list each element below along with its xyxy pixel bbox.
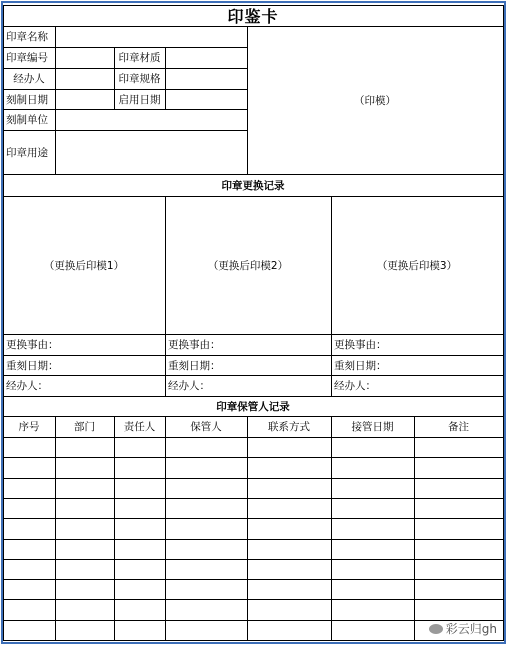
- engrave-unit-value[interactable]: [55, 109, 248, 131]
- keeper-table-cell[interactable]: [331, 437, 415, 458]
- change-handler-field[interactable]: 经办人：: [3, 375, 166, 397]
- keeper-table-cell[interactable]: [165, 437, 248, 458]
- keeper-table-cell[interactable]: [55, 437, 115, 458]
- keeper-table-cell[interactable]: [165, 498, 248, 519]
- keeper-table-cell[interactable]: [247, 539, 332, 560]
- engrave-unit-label: 刻制单位: [3, 109, 56, 131]
- changed-impression-box: （更换后印模1）: [3, 196, 166, 335]
- keeper-table-cell[interactable]: [3, 478, 56, 499]
- keeper-table-header: 联系方式: [247, 416, 332, 438]
- keeper-table-cell[interactable]: [165, 539, 248, 560]
- keeper-table-cell[interactable]: [55, 559, 115, 580]
- enable-date-label: 启用日期: [114, 89, 166, 110]
- keeper-table-header: 责任人: [114, 416, 166, 438]
- seal-no-label: 印章编号: [3, 47, 56, 69]
- keeper-table-cell[interactable]: [55, 539, 115, 560]
- keeper-table-cell[interactable]: [414, 599, 504, 621]
- watermark-text: 彩云归gh: [445, 622, 497, 636]
- seal-spec-value[interactable]: [165, 68, 248, 90]
- keeper-table-cell[interactable]: [414, 579, 504, 600]
- watermark: [429, 620, 497, 637]
- keeper-table-cell[interactable]: [331, 539, 415, 560]
- enable-date-value[interactable]: [165, 89, 248, 110]
- keeper-table-cell[interactable]: [114, 498, 166, 519]
- keeper-table-cell[interactable]: [414, 539, 504, 560]
- keeper-table-cell[interactable]: [165, 559, 248, 580]
- keeper-table-cell[interactable]: [414, 498, 504, 519]
- keeper-table-cell[interactable]: [247, 478, 332, 499]
- keeper-table-cell[interactable]: [114, 620, 166, 641]
- keeper-section-title: 印章保管人记录: [3, 396, 504, 417]
- reengrave-date-field[interactable]: 重刻日期：: [3, 355, 166, 376]
- engrave-date-label: 刻制日期: [3, 89, 56, 110]
- change-reason-field[interactable]: 更换事由：: [165, 334, 332, 356]
- seal-name-value[interactable]: [55, 26, 248, 48]
- change-section-title: 印章更换记录: [3, 174, 504, 197]
- card-title: 印鉴卡: [3, 5, 504, 27]
- keeper-table-cell[interactable]: [114, 478, 166, 499]
- keeper-table-cell[interactable]: [165, 620, 248, 641]
- keeper-table-cell[interactable]: [114, 539, 166, 560]
- change-reason-field[interactable]: 更换事由：: [331, 334, 504, 356]
- keeper-table-header: 备注: [414, 416, 504, 438]
- seal-purpose-value[interactable]: [55, 130, 248, 175]
- keeper-table-cell[interactable]: [55, 457, 115, 479]
- seal-no-value[interactable]: [55, 47, 115, 69]
- keeper-table-cell[interactable]: [331, 599, 415, 621]
- keeper-table-cell[interactable]: [3, 539, 56, 560]
- keeper-table-cell[interactable]: [331, 498, 415, 519]
- handler-value[interactable]: [55, 68, 115, 90]
- seal-material-value[interactable]: [165, 47, 248, 69]
- keeper-table-header: 序号: [3, 416, 56, 438]
- keeper-table-header: 接管日期: [331, 416, 415, 438]
- keeper-table-cell[interactable]: [414, 559, 504, 580]
- reengrave-date-field[interactable]: 重刻日期：: [165, 355, 332, 376]
- keeper-table-cell[interactable]: [165, 579, 248, 600]
- change-reason-field[interactable]: 更换事由：: [3, 334, 166, 356]
- keeper-table-cell[interactable]: [414, 478, 504, 499]
- keeper-table-header: 保管人: [165, 416, 248, 438]
- keeper-table-cell[interactable]: [331, 559, 415, 580]
- keeper-table-cell[interactable]: [3, 498, 56, 519]
- keeper-table-cell[interactable]: [55, 518, 115, 540]
- keeper-table-cell[interactable]: [3, 559, 56, 580]
- wechat-icon: [429, 624, 443, 634]
- keeper-table-cell[interactable]: [114, 559, 166, 580]
- keeper-table-cell[interactable]: [55, 498, 115, 519]
- keeper-table-cell[interactable]: [114, 599, 166, 621]
- keeper-table-cell[interactable]: [3, 599, 56, 621]
- keeper-table-cell[interactable]: [247, 457, 332, 479]
- keeper-table-cell[interactable]: [55, 599, 115, 621]
- keeper-table-cell[interactable]: [331, 579, 415, 600]
- keeper-table-cell[interactable]: [165, 599, 248, 621]
- keeper-table-cell[interactable]: [55, 579, 115, 600]
- seal-material-label: 印章材质: [114, 47, 166, 69]
- seal-name-label: 印章名称: [3, 26, 56, 48]
- keeper-table-cell[interactable]: [331, 518, 415, 540]
- keeper-table-cell[interactable]: [55, 620, 115, 641]
- keeper-table-cell[interactable]: [3, 518, 56, 540]
- seal-spec-label: 印章规格: [114, 68, 166, 90]
- keeper-table-cell[interactable]: [247, 498, 332, 519]
- keeper-table-cell[interactable]: [331, 478, 415, 499]
- keeper-table-cell[interactable]: [114, 437, 166, 458]
- seal-purpose-label: 印章用途: [3, 130, 56, 175]
- keeper-table-cell[interactable]: [3, 620, 56, 641]
- keeper-table-cell[interactable]: [247, 579, 332, 600]
- change-handler-field[interactable]: 经办人：: [331, 375, 504, 397]
- keeper-table-cell[interactable]: [55, 478, 115, 499]
- keeper-table-cell[interactable]: [414, 457, 504, 479]
- keeper-table-cell[interactable]: [165, 478, 248, 499]
- keeper-table-cell[interactable]: [3, 457, 56, 479]
- keeper-table-cell[interactable]: [247, 559, 332, 580]
- changed-impression-box: （更换后印模2）: [165, 196, 332, 335]
- keeper-table-cell[interactable]: [247, 518, 332, 540]
- keeper-table-cell[interactable]: [247, 437, 332, 458]
- keeper-table-cell[interactable]: [331, 457, 415, 479]
- keeper-table-cell[interactable]: [114, 518, 166, 540]
- change-handler-field[interactable]: 经办人：: [165, 375, 332, 397]
- keeper-table-cell[interactable]: [114, 579, 166, 600]
- seal-impression-box: （印模）: [247, 26, 504, 175]
- keeper-table-cell[interactable]: [165, 518, 248, 540]
- keeper-table-cell[interactable]: [114, 457, 166, 479]
- reengrave-date-field[interactable]: 重刻日期：: [331, 355, 504, 376]
- engrave-date-value[interactable]: [55, 89, 115, 110]
- changed-impression-box: （更换后印模3）: [331, 196, 504, 335]
- keeper-table-cell[interactable]: [331, 620, 415, 641]
- keeper-table-cell[interactable]: [165, 457, 248, 479]
- keeper-table-cell[interactable]: [414, 518, 504, 540]
- keeper-table-header: 部门: [55, 416, 115, 438]
- keeper-table-cell[interactable]: [247, 620, 332, 641]
- handler-label: 经办人: [3, 68, 56, 90]
- keeper-table-cell[interactable]: [247, 599, 332, 621]
- keeper-table-cell[interactable]: [3, 579, 56, 600]
- keeper-table-cell[interactable]: [3, 437, 56, 458]
- keeper-table-cell[interactable]: [414, 437, 504, 458]
